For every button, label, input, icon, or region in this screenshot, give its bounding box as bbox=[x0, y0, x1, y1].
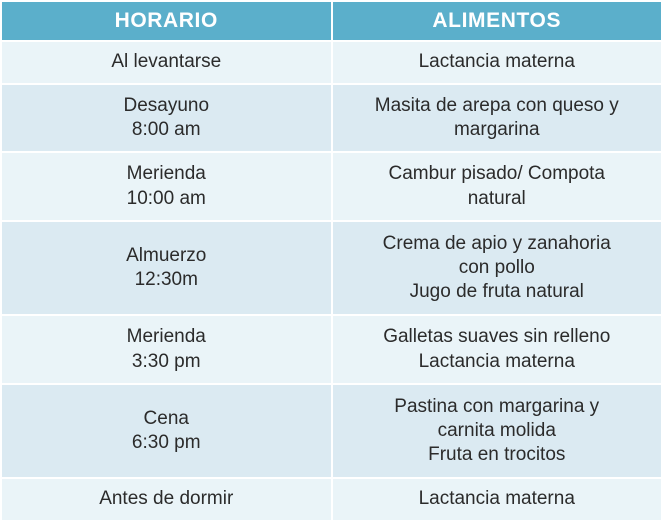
cell-line: Lactancia materna bbox=[418, 350, 575, 372]
table-row bbox=[1, 84, 662, 153]
cell-line: Pastina con margarina y bbox=[394, 395, 600, 417]
column-header-alimentos: ALIMENTOS bbox=[332, 1, 663, 41]
cell-food bbox=[332, 384, 663, 478]
cell-line: 8:00 am bbox=[131, 119, 201, 141]
cell-food bbox=[332, 152, 663, 221]
cell-line: Almuerzo bbox=[126, 244, 207, 266]
cell-food bbox=[332, 41, 663, 84]
cell-line: natural bbox=[467, 187, 526, 209]
cell-line: Merienda bbox=[126, 326, 206, 348]
cell-line: Galletas suaves sin relleno bbox=[383, 326, 611, 348]
cell-time bbox=[1, 315, 332, 384]
table-header bbox=[1, 1, 662, 41]
table-row bbox=[1, 152, 662, 221]
cell-line: Lactancia materna bbox=[418, 51, 575, 73]
cell-line: Al levantarse bbox=[111, 51, 222, 73]
table-row bbox=[1, 478, 662, 521]
cell-line: Desayuno bbox=[123, 94, 210, 116]
cell-line: margarina bbox=[453, 119, 540, 141]
table-header-row bbox=[1, 1, 662, 41]
cell-food bbox=[332, 84, 663, 153]
table-row bbox=[1, 41, 662, 84]
cell-line: 12:30m bbox=[134, 269, 198, 291]
cell-line: carnita molida bbox=[437, 419, 556, 441]
cell-line: Masita de arepa con queso y bbox=[374, 94, 619, 116]
cell-line: 6:30 pm bbox=[131, 431, 201, 453]
cell-line: 10:00 am bbox=[126, 187, 206, 209]
cell-time bbox=[1, 41, 332, 84]
cell-line: Merienda bbox=[126, 163, 206, 185]
cell-time bbox=[1, 384, 332, 478]
table-row bbox=[1, 221, 662, 315]
cell-line: Fruta en trocitos bbox=[428, 444, 566, 466]
cell-line: 3:30 pm bbox=[131, 350, 201, 372]
cell-time bbox=[1, 152, 332, 221]
cell-line: Lactancia materna bbox=[418, 488, 575, 510]
table-row bbox=[1, 384, 662, 478]
cell-line: Cena bbox=[143, 407, 189, 429]
cell-food bbox=[332, 478, 663, 521]
cell-line: con pollo bbox=[458, 256, 535, 278]
cell-line: Jugo de fruta natural bbox=[409, 281, 584, 303]
table-row bbox=[1, 315, 662, 384]
table-body bbox=[1, 41, 662, 521]
cell-time bbox=[1, 478, 332, 521]
cell-food bbox=[332, 315, 663, 384]
cell-food bbox=[332, 221, 663, 315]
cell-line: Antes de dormir bbox=[99, 488, 234, 510]
cell-time bbox=[1, 84, 332, 153]
column-header-horario: HORARIO bbox=[1, 1, 332, 41]
cell-line: Cambur pisado/ Compota bbox=[388, 163, 605, 185]
cell-time bbox=[1, 221, 332, 315]
cell-line: Crema de apio y zanahoria bbox=[382, 232, 611, 254]
